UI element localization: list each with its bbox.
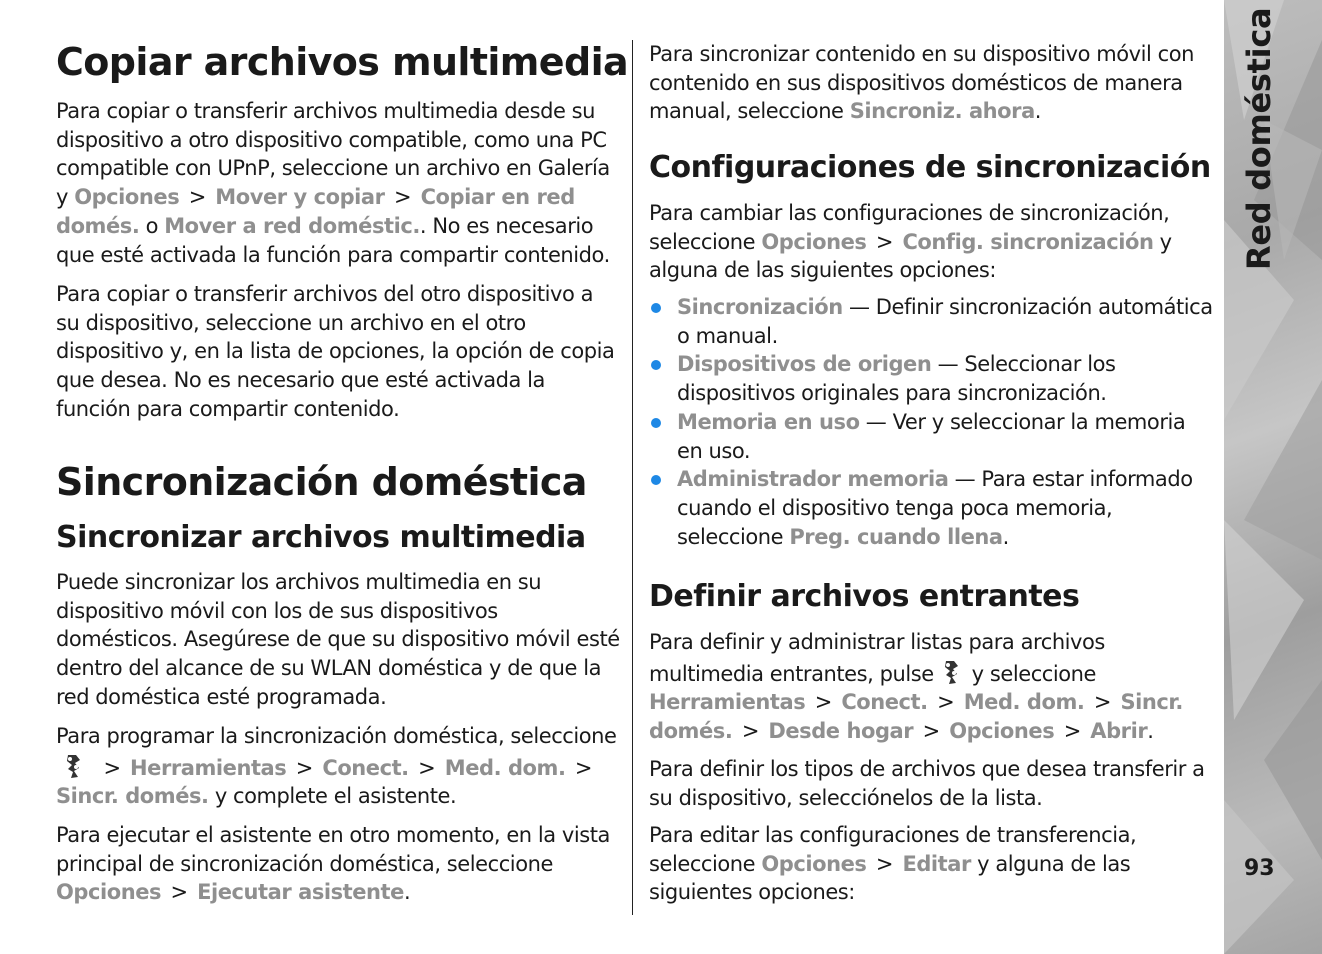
bullet-icon	[651, 360, 661, 370]
list-item: Administrador memoria — Para estar informado cuando el dispositivo tenga poca memoria, seleccione Preg. cuando llena.	[649, 465, 1214, 551]
column-divider	[632, 40, 633, 915]
list-item: Dispositivos de origen — Seleccionar los dispositivos originales para sincronización.	[649, 350, 1214, 407]
menu-herramientas: Herramientas	[649, 690, 806, 715]
bullet-icon	[651, 475, 661, 485]
incoming-paragraph-3: Para editar las configuraciones de transferencia, seleccione Opciones > Editar y alguna de las siguientes opciones:	[649, 823, 1137, 905]
menu-mover-a-red: Mover a red doméstic.	[164, 213, 420, 238]
menu-copiar-en-red: Copiar en red domés.	[56, 185, 575, 238]
menu-med-dom: Med. dom.	[963, 690, 1085, 715]
sync-paragraph-1: Puede sincronizar los archivos multimedia en su dispositivo móvil con los de sus dispositivos domésticos. Asegúrese de que su dispositivo móvil esté dentro del alcance de su WLAN doméstica y de que la red doméstica esté programada.	[56, 570, 620, 709]
heading-copy-media: Copiar archivos multimedia	[56, 40, 629, 84]
menu-desde-hogar: Desde hogar	[768, 719, 914, 744]
sync-paragraph-2: Para programar la sincronización doméstica, seleccione> Herramientas > Conect. > Med. dom. >Sincr. domés. y complete el asistente.	[56, 724, 617, 809]
list-item: Memoria en uso — Ver y seleccionar la memoria en uso.	[649, 408, 1214, 465]
bullet-icon	[651, 303, 661, 313]
menu-ejecutar-asistente: Ejecutar asistente	[197, 880, 404, 905]
sidebar-section-title: Red doméstica	[1240, 7, 1278, 270]
menu-herramientas: Herramientas	[130, 755, 287, 780]
menu-abrir: Abrir	[1090, 719, 1148, 744]
menu-med-dom: Med. dom.	[444, 755, 566, 780]
menu-sincroniz-ahora: Sincroniz. ahora	[849, 99, 1035, 124]
manual-sync-paragraph: Para sincronizar contenido en su dispositivo móvil con contenido en sus dispositivos domésticos de manera manual, seleccione Sincroniz. ahora.	[649, 42, 1195, 124]
heading-sync-config: Configuraciones de sincronización	[649, 150, 1211, 185]
menu-key-icon	[62, 751, 88, 781]
menu-editar: Editar	[902, 851, 971, 876]
menu-opciones: Opciones	[74, 185, 180, 210]
incoming-paragraph-1: Para definir y administrar listas para archivos multimedia entrantes, pulse y seleccione Herramientas > Conect. > Med. dom. > Sincr. domés. > Desde hogar > Opciones > Abrir.	[649, 630, 1183, 744]
config-options-list	[649, 293, 1214, 551]
menu-sincr-domes: Sincr. domés.	[56, 784, 209, 809]
heading-incoming-files: Definir archivos entrantes	[649, 579, 1080, 614]
page-number: 93	[1244, 856, 1275, 881]
menu-conect: Conect.	[841, 690, 928, 715]
menu-conect: Conect.	[322, 755, 409, 780]
config-paragraph: Para cambiar las configuraciones de sincronización, seleccione Opciones > Config. sincronización y alguna de las siguientes opciones:	[649, 201, 1172, 283]
menu-key-icon	[940, 657, 966, 687]
menu-mover-y-copiar: Mover y copiar	[215, 185, 385, 210]
heading-home-sync: Sincronización doméstica	[56, 460, 587, 504]
menu-opciones: Opciones	[761, 851, 867, 876]
menu-opciones: Opciones	[761, 229, 867, 254]
list-item: Sincronización — Definir sincronización automática o manual.	[649, 293, 1214, 350]
menu-sincr-domes: Sincr. domés.	[649, 690, 1183, 744]
bullet-icon	[651, 418, 661, 428]
menu-opciones: Opciones	[949, 719, 1055, 744]
menu-config-sincronizacion: Config. sincronización	[902, 229, 1154, 254]
menu-opciones: Opciones	[56, 880, 162, 905]
copy-paragraph-2: Para copiar o transferir archivos del otro dispositivo a su dispositivo, seleccione un archivo en el otro dispositivo y, en la lista de opciones, la opción de copia que desea. No es necesario que esté activada la función para compartir contenido.	[56, 282, 615, 421]
incoming-paragraph-2: Para definir los tipos de archivos que desea transferir a su dispositivo, selecciónelos de la lista.	[649, 757, 1205, 810]
copy-paragraph-1: Para copiar o transferir archivos multimedia desde su dispositivo a otro dispositivo compatible, como una PC compatible con UPnP, seleccione un archivo en Galería y Opciones > Mover y copiar > Copiar en red domés. o Mover a red doméstic.. No es necesario que esté activada la función para compartir contenido.	[56, 99, 610, 267]
heading-sync-media: Sincronizar archivos multimedia	[56, 520, 586, 555]
sync-paragraph-3: Para ejecutar el asistente en otro momento, en la vista principal de sincronización doméstica, seleccione Opciones > Ejecutar asistente.	[56, 823, 610, 905]
